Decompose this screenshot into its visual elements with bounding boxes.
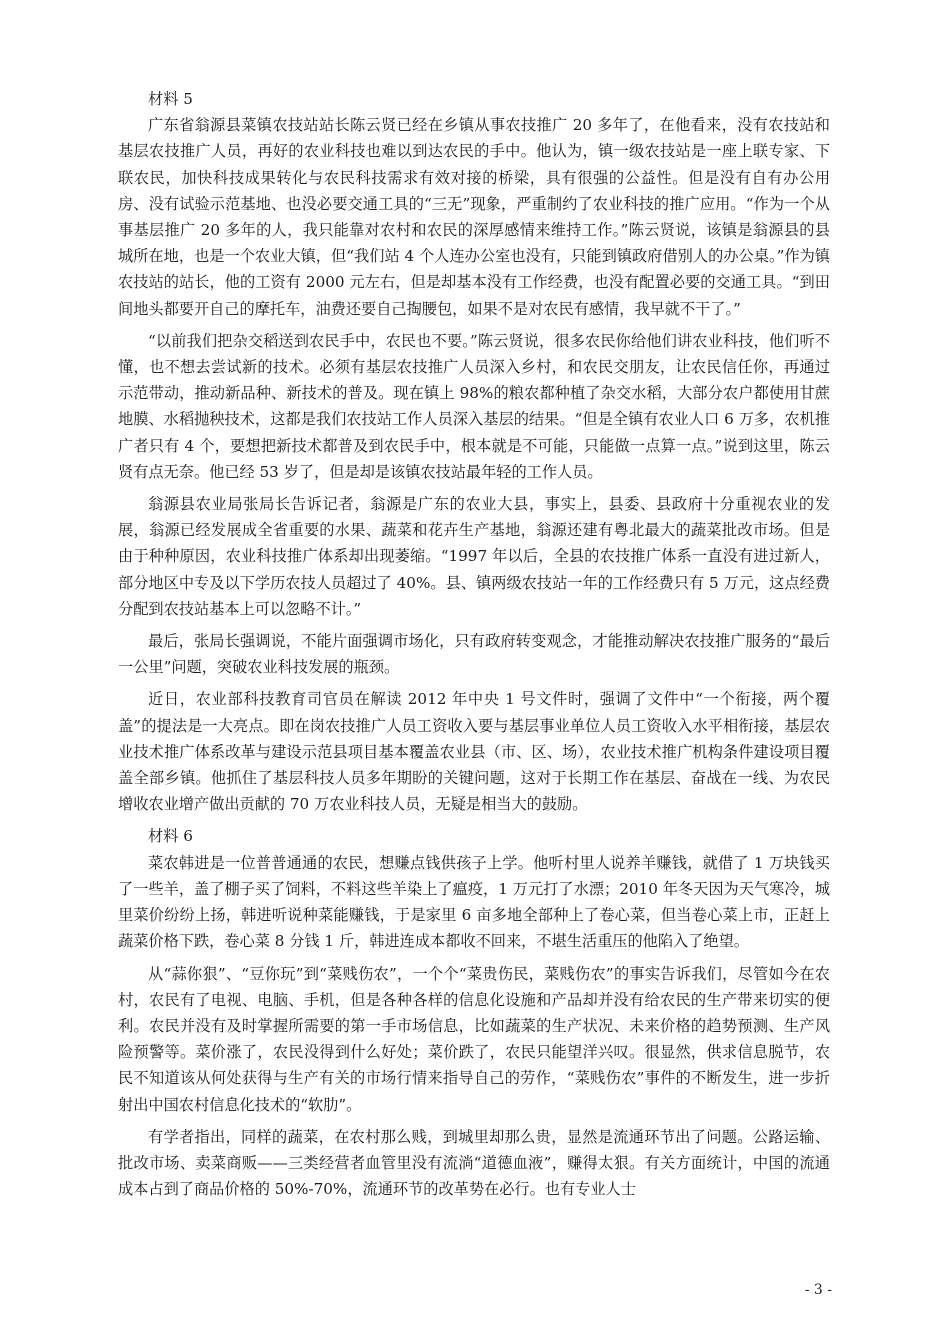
material5-paragraph-4: 最后，张局长强调说，不能片面强调市场化，只有政府转变观念，才能推动解决农技推广服务的“最后一公里”问题，突破农业科技发展的瓶颈。 (118, 632, 830, 677)
material6-paragraph-2: 从“蒜你狠”、“豆你玩”到“菜贱伤农”，一个个“菜贵伤民，菜贱伤农”的事实告诉我们，尽管如今在农村，农民有了电视、电脑、手机，但是各种各样的信息化设施和产品却并没有给农民的生产带来切实的便利。农民并没有及时掌握所需要的第一手市场信息，比如蔬菜的生产状况、未来价格的趋势预测、生产风险预警等。菜价涨了，农民没得到什么好处；菜价跌了，农民只能望洋兴叹。很显然，供求信息脱节，农民不知道该从何处获得与生产有关的市场行情来指导自己的劳作，“菜贱伤农”事件的不断发生，进一步折射出中国农村信息化技术的“软肋”。 (118, 964, 830, 1114)
material5-paragraph-2: “以前我们把杂交稻送到农民手中，农民也不要。”陈云贤说，很多农民你给他们讲农业科技，他们听不懂，也不想去尝试新的技术。必须有基层农技推广人员深入乡村，和农民交朋友，让农民信任你，再通过示范带动，推动新品种、新技术的普及。现在镇上 98%的粮农都种植了杂交水稻，大部分农户都使用甘蔗地膜、水稻抛秧技术，这都是我们农技站工作人员深入基层的结果。“但是全镇有农业人口 6 万多，农机推广者只有 4 个，要想把新技术都普及到农民手中，根本就是不可能，只能做一点算一点。”说到这里，陈云贤有点无奈。他已经 53 岁了，但是却是该镇农技站最年轻的工作人员。 (118, 331, 830, 481)
material5-paragraph-3: 翁源县农业局张局长告诉记者，翁源是广东的农业大县，事实上，县委、县政府十分重视农业的发展，翁源已经发展成全省重要的水果、蔬菜和花卉生产基地，翁源还建有粤北最大的蔬菜批改市场。但是由于种种原因，农业科技推广体系却出现萎缩。“1997 年以后，全县的农技推广体系一直没有进过新人，部分地区中专及以下学历农技人员超过了 40%。县、镇两级农技站一年的工作经费只有 5 万元，这点经费分配到农技站基本上可以忽略不计。” (118, 495, 830, 618)
material5-paragraph-5: 近日，农业部科技教育司官员在解读 2012 年中央 1 号文件时，强调了文件中“一个衔接，两个覆盖”的提法是一大亮点。即在岗农技推广人员工资收入要与基层事业单位人员工资收入水平相衔接，基层农业技术推广体系改革与建设示范县项目基本覆盖农业县（市、区、场），农业技术推广机构条件建设项目覆盖全部乡镇。他抓住了基层科技人员多年期盼的关键问题，这对于长期工作在基层、奋战在一线、为农民增收农业增产做出贡献的 70 万农业科技人员，无疑是相当大的鼓励。 (118, 690, 830, 814)
material6-paragraph-3: 有学者指出，同样的蔬菜，在农村那么贱，到城里却那么贵，显然是流通环节出了问题。公路运输、批改市场、卖菜商贩——三类经营者血管里没有流淌“道德血液”，赚得太狠。有关方面统计，中国的流通成本占到了商品价格的 50%-70%，流通环节的改革势在必行。也有专业人士 (118, 1127, 830, 1199)
material6-heading: 材料 6 (148, 827, 193, 846)
material5-paragraph-1: 广东省翁源县菜镇农技站站长陈云贤已经在乡镇从事农技推广 20 多年了，在他看来，没有农技站和基层农技推广人员，再好的农业科技也难以到达农民的手中。他认为，镇一级农技站是一座上联专家、下联农民，加快科技成果转化与农民科技需求有效对接的桥梁，具有很强的公益性。但是没有自有办公用房、没有试验示范基地、也没必要交通工具的“三无”现象，严重制约了农业科技的推广应用。“作为一个从事基层推广 20 多年的人，我只能靠对农村和农民的深厚感情来维持工作。”陈云贤说，该镇是翁源县的县城所在地，也是一个农业大镇，但“我们站 4 个人连办公室也没有，只能到镇政府借别人的办公桌。”作为镇农技站的站长，他的工资有 2000 元左右，但是却基本没有工作经费，也没有配置必要的交通工具。“到田间地头都要开自己的摩托车，油费还要自己掏腰包，如果不是对农民有感情，我早就不干了。” (118, 116, 830, 318)
material5-heading: 材料 5 (148, 90, 193, 108)
page-number: - 3 - (804, 1282, 832, 1298)
material6-paragraph-1: 菜农韩进是一位普普通通的农民，想赚点钱供孩子上学。他听村里人说养羊赚钱，就借了 1 万块钱买了一些羊，盖了棚子买了饲料，不料这些羊染上了瘟疫，1 万元打了水漂；2010 年冬天因为天气寒冷，城里菜价纷纷上扬，韩进听说种菜能赚钱，于是家里 6 亩多地全部种上了卷心菜，但当卷心菜上市，正赶上蔬菜价格下跌，卷心菜 8 分钱 1 斤，韩进连成本都收不回来，不堪生活重压的他陷入了绝望。 (118, 853, 830, 951)
document-body (118, 86, 830, 1208)
